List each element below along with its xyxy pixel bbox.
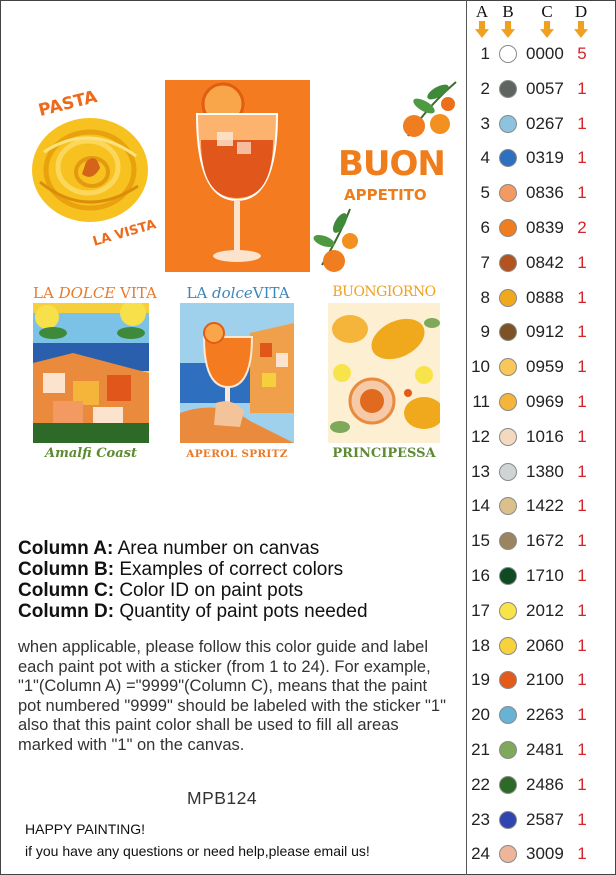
amalfi-coast-poster <box>33 303 149 443</box>
color-row <box>466 734 616 766</box>
legend-label: Column D: <box>18 601 115 622</box>
color-row <box>466 282 616 314</box>
aperol-glass-art <box>165 80 310 272</box>
column-header-c <box>535 4 559 38</box>
color-swatch <box>499 254 517 272</box>
poster-title-part: VITA <box>115 284 157 302</box>
area-number: 8 <box>480 287 490 307</box>
area-number: 5 <box>480 183 490 203</box>
pot-quantity: 1 <box>577 426 587 446</box>
pot-quantity: 1 <box>577 844 587 864</box>
area-number: 20 <box>471 705 490 725</box>
area-number: 6 <box>480 218 490 237</box>
pot-quantity: 1 <box>577 322 587 342</box>
color-id: 0839 <box>526 218 564 237</box>
pot-quantity: 1 <box>577 670 587 690</box>
area-number: 13 <box>471 461 490 481</box>
poster-title-part: BUONGIORNO <box>332 284 436 300</box>
column-letter: B <box>502 2 514 21</box>
color-swatch <box>499 602 517 620</box>
color-id: 2263 <box>526 705 564 725</box>
aperol-spritz-poster <box>180 303 294 443</box>
color-swatch <box>499 149 517 167</box>
color-swatch <box>499 671 517 689</box>
arrow-down-icon <box>540 21 554 38</box>
color-id: 2481 <box>526 740 564 759</box>
color-id: 2060 <box>526 635 564 655</box>
color-row <box>466 769 616 801</box>
principessa-poster <box>328 303 440 443</box>
color-id: 0959 <box>526 357 564 377</box>
pot-quantity: 1 <box>577 496 587 516</box>
color-row <box>466 421 616 453</box>
pot-quantity: 1 <box>577 774 587 794</box>
area-number: 21 <box>471 740 490 759</box>
pot-quantity: 1 <box>577 566 587 585</box>
buon-heading: BUON <box>338 144 445 184</box>
area-number: 15 <box>471 531 490 551</box>
pot-quantity: 1 <box>577 357 587 377</box>
pot-quantity: 1 <box>577 183 587 203</box>
area-number: 22 <box>471 774 490 794</box>
pot-quantity: 1 <box>577 78 587 98</box>
pot-quantity: 1 <box>577 635 587 655</box>
color-row <box>466 490 616 522</box>
pot-quantity: 1 <box>577 148 587 168</box>
legend-text: Quantity of paint pots needed <box>114 601 368 622</box>
color-id: 0000 <box>526 44 564 63</box>
area-number: 9 <box>480 322 490 342</box>
arrow-down-icon <box>501 21 515 38</box>
column-letter: C <box>541 2 553 21</box>
legend-label: Column C: <box>18 580 115 601</box>
pasta-title: PASTA <box>36 87 100 121</box>
orange-branch-top <box>398 76 460 144</box>
color-row <box>466 38 616 70</box>
color-row <box>466 664 616 696</box>
column-header-a <box>470 4 494 38</box>
color-row <box>466 525 616 557</box>
column-letter: D <box>574 2 588 21</box>
pot-quantity: 1 <box>577 705 587 725</box>
color-id: 0267 <box>526 113 564 133</box>
color-row <box>466 699 616 731</box>
column-letter: A <box>475 2 489 21</box>
area-number: 12 <box>471 426 490 446</box>
poster-2-title <box>180 284 296 302</box>
color-swatch <box>499 463 517 481</box>
pasta-subtitle: LA VISTA <box>91 217 158 250</box>
color-id: 2100 <box>526 670 564 690</box>
area-number: 10 <box>471 357 490 377</box>
color-swatch <box>499 811 517 829</box>
happy-painting-text: HAPPY PAINTING! <box>25 821 146 837</box>
color-id: 0888 <box>526 287 564 307</box>
color-row <box>466 804 616 836</box>
poster-1-title <box>33 284 157 302</box>
legend-text: Examples of correct colors <box>114 559 344 580</box>
color-id: 1016 <box>526 426 564 446</box>
poster-3-title <box>325 284 443 300</box>
pot-quantity: 2 <box>577 218 587 237</box>
pot-quantity: 1 <box>577 600 587 620</box>
poster-3-caption: PRINCIPESSA <box>332 446 436 461</box>
poster-title-emphasis: dolce <box>212 284 253 302</box>
area-number: 1 <box>480 44 490 63</box>
color-row <box>466 595 616 627</box>
area-number: 7 <box>480 252 490 272</box>
color-id: 0912 <box>526 322 564 342</box>
color-swatch <box>499 184 517 202</box>
area-number: 14 <box>471 496 490 516</box>
color-id: 0057 <box>526 78 564 98</box>
color-id: 1710 <box>526 566 564 585</box>
color-row <box>466 177 616 209</box>
area-number: 17 <box>471 600 490 620</box>
legend-text: Color ID on paint pots <box>114 580 304 601</box>
color-row <box>466 456 616 488</box>
color-swatch <box>499 637 517 655</box>
color-swatch <box>499 845 517 863</box>
area-number: 19 <box>471 670 490 690</box>
poster-1-caption: Amalfi Coast <box>45 446 137 461</box>
poster-title-emphasis: DOLCE <box>58 284 116 302</box>
color-row <box>466 316 616 348</box>
color-swatch <box>499 567 517 585</box>
color-id: 2012 <box>526 600 564 620</box>
color-swatch <box>499 358 517 376</box>
color-row <box>466 212 616 244</box>
color-swatch <box>499 393 517 411</box>
color-row <box>466 838 616 870</box>
color-swatch <box>499 532 517 550</box>
area-number: 18 <box>471 635 490 655</box>
poster-title-part: LA <box>33 284 59 302</box>
color-swatch <box>499 497 517 515</box>
legend-label: Column B: <box>18 559 115 580</box>
pot-quantity: 1 <box>577 252 587 272</box>
color-id: 0842 <box>526 252 564 272</box>
contact-text: if you have any questions or need help,please email us! <box>25 843 370 859</box>
color-row <box>466 351 616 383</box>
color-id: 1380 <box>526 461 564 481</box>
arrow-down-icon <box>475 21 489 38</box>
column-header-d <box>569 4 593 38</box>
color-row <box>466 247 616 279</box>
color-swatch <box>499 323 517 341</box>
color-row <box>466 73 616 105</box>
color-id: 3009 <box>526 844 564 864</box>
pot-quantity: 5 <box>577 44 587 63</box>
legend-item-d <box>18 601 368 622</box>
area-number: 16 <box>471 566 490 585</box>
area-number: 3 <box>480 113 490 133</box>
color-row <box>466 142 616 174</box>
color-row <box>466 630 616 662</box>
column-header-b <box>496 4 520 38</box>
pot-quantity: 1 <box>577 287 587 307</box>
color-row <box>466 386 616 418</box>
pot-quantity: 1 <box>577 113 587 133</box>
instructions-paragraph: when applicable, please follow this color guide and label each paint pot with a sticker (from 1 to 24). For example, "1"(Column A) ="9999"(Column C), means that the paint pot numbered "9999" should be labeled with the sticker "1" also that this paint color shall be used to fill all areas marked with "1" on the canvas. <box>18 638 446 754</box>
area-number: 24 <box>471 844 490 864</box>
color-swatch <box>499 45 517 63</box>
color-id: 2486 <box>526 774 564 794</box>
color-swatch <box>499 115 517 133</box>
color-swatch <box>499 80 517 98</box>
poster-2-caption: APEROL SPRITZ <box>186 448 288 460</box>
color-row <box>466 108 616 140</box>
column-legend <box>18 538 368 622</box>
color-swatch <box>499 289 517 307</box>
product-code: MPB124 <box>187 788 258 808</box>
color-id: 1422 <box>526 496 564 516</box>
color-swatch <box>499 741 517 759</box>
arrow-down-icon <box>574 21 588 38</box>
poster-title-part: VITA <box>252 284 290 302</box>
color-swatch <box>499 219 517 237</box>
color-swatch <box>499 706 517 724</box>
area-number: 11 <box>472 392 490 411</box>
area-number: 2 <box>480 78 490 98</box>
color-row <box>466 560 616 592</box>
legend-text: Area number on canvas <box>113 538 320 559</box>
color-id: 0969 <box>526 392 564 411</box>
pasta-illustration <box>26 112 156 227</box>
color-id: 2587 <box>526 809 564 829</box>
poster-title-part: LA <box>186 284 213 302</box>
pot-quantity: 1 <box>577 740 587 759</box>
orange-branch-bottom <box>310 205 362 273</box>
color-swatch <box>499 428 517 446</box>
legend-item-b <box>18 559 368 580</box>
color-id: 1672 <box>526 531 564 551</box>
color-swatch <box>499 776 517 794</box>
pot-quantity: 1 <box>577 531 587 551</box>
pot-quantity: 1 <box>577 809 587 829</box>
area-number: 4 <box>480 148 490 168</box>
color-id: 0836 <box>526 183 564 203</box>
legend-label: Column A: <box>18 538 114 559</box>
color-id: 0319 <box>526 148 564 168</box>
appetito-heading: APPETITO <box>344 186 427 204</box>
legend-item-c <box>18 580 368 601</box>
artwork-collage <box>0 0 466 480</box>
legend-item-a <box>18 538 368 559</box>
pot-quantity: 1 <box>577 392 587 411</box>
pot-quantity: 1 <box>577 461 587 481</box>
area-number: 23 <box>471 809 490 829</box>
